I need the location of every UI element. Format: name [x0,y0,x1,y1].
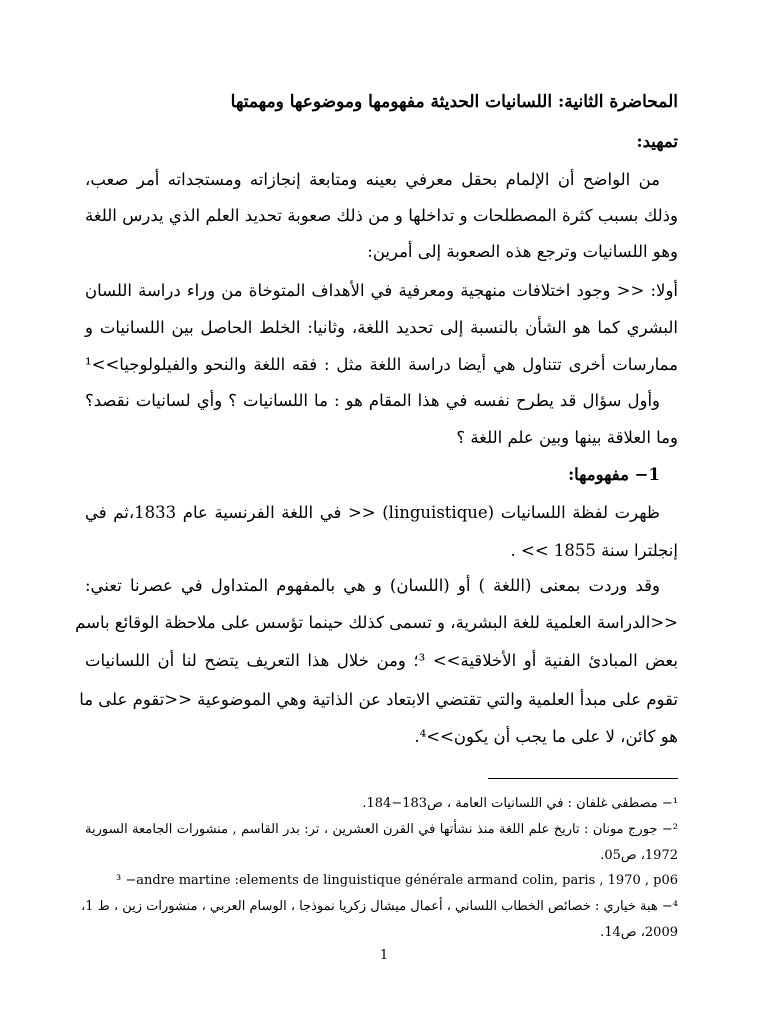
paragraph-line: وأول سؤال قد يطرح نفسه في هذا المقام هو : ما اللسانيات ؟ وأي لسانيات نقصد؟ [85,391,660,410]
paragraph-line: ظهرت لفظة اللسانيات (linguistique) << في اللغة الفرنسية عام 1833،ثم في [85,503,660,522]
page-number: 1 [379,948,389,963]
footnote: ²− جورج مونان : تاريخ علم اللغة منذ نشأتها في القرن العشرين ، تر: بدر القاسم , منشورات الجامعة السورية [85,822,678,837]
footnote: ¹− مصطفى غلفان : في اللسانيات العامة ، ص183−184. [362,796,678,811]
paragraph-line: وما العلاقة بينها وبين علم اللغة ؟ [456,428,678,447]
paragraph-line: من الواضح أن الإلمام بحقل معرفي بعينه ومتابعة إنجازاته ومستجداته أمر صعب، [85,170,660,189]
paragraph-line: ممارسات أخرى تتناول هي أيضا دراسة اللغة مثل : فقه اللغة والنحو والفيلولوجيا>>¹ [85,355,678,374]
paragraph-line: إنجلترا سنة 1855 >> . [510,541,678,560]
paragraph-line: وقد وردت بمعنى (اللغة ) أو (اللسان) و هي بالمفهوم المتداول في عصرنا تعني: [85,576,660,595]
footnote-continuation: 1972، ص05. [600,848,678,863]
footnote-continuation: 2009، ص14. [600,925,678,940]
paragraph-line: وذلك بسبب كثرة المصطلحات و تداخلها و من ذلك صعوبة تحديد العلم الذي يدرس اللغة [85,206,678,225]
paragraph-line: وهو اللسانيات وترجع هذه الصعوبة إلى أمرين: [367,242,678,261]
footnote-separator [488,778,678,779]
paragraph-line: تقوم على مبدأ العلمية والتي تقتضي الابتعاد عن الذاتية وهي الموضوعية <<تقوم على ما [79,690,678,709]
paragraph-line: هو كائن، لا على ما يجب أن يكون>>⁴. [414,727,678,746]
paragraph-line: <<الدراسة العلمية للغة البشرية، و تسمى كذلك حينما تؤسس على ملاحظة الوقائع باسم [75,613,678,632]
footnote: ³ −andre martine :elements de linguistique générale armand colin, paris , 1970 , p06 [115,873,678,888]
paragraph-line: أولا: << وجود اختلافات منهجية ومعرفية في الأهداف المتوخاة من وراء دراسة اللسان [85,281,678,300]
intro-heading: تمهيد: [636,132,678,151]
section-heading: 1− مفهومها: [568,465,660,484]
paragraph-line: البشري كما هو الشأن بالنسبة إلى تحديد اللغة، وثانيا: الخلط الحاصل بين اللسانيات و [85,318,678,337]
paragraph-line: بعض المبادئ الفنية أو الأخلاقية>> ³؛ ومن خلال هذا التعريف يتضح لنا أن اللسانيات [85,651,678,670]
footnote: ⁴− هبة خياري : خصائص الخطاب اللساني ، أعمال ميشال زكريا نموذجا ، الوسام العربي ، منشورات زين ، ط 1، [81,899,678,914]
lecture-title: المحاضرة الثانية: اللسانيات الحديثة مفهومها وموضوعها ومهمتها [230,92,678,112]
